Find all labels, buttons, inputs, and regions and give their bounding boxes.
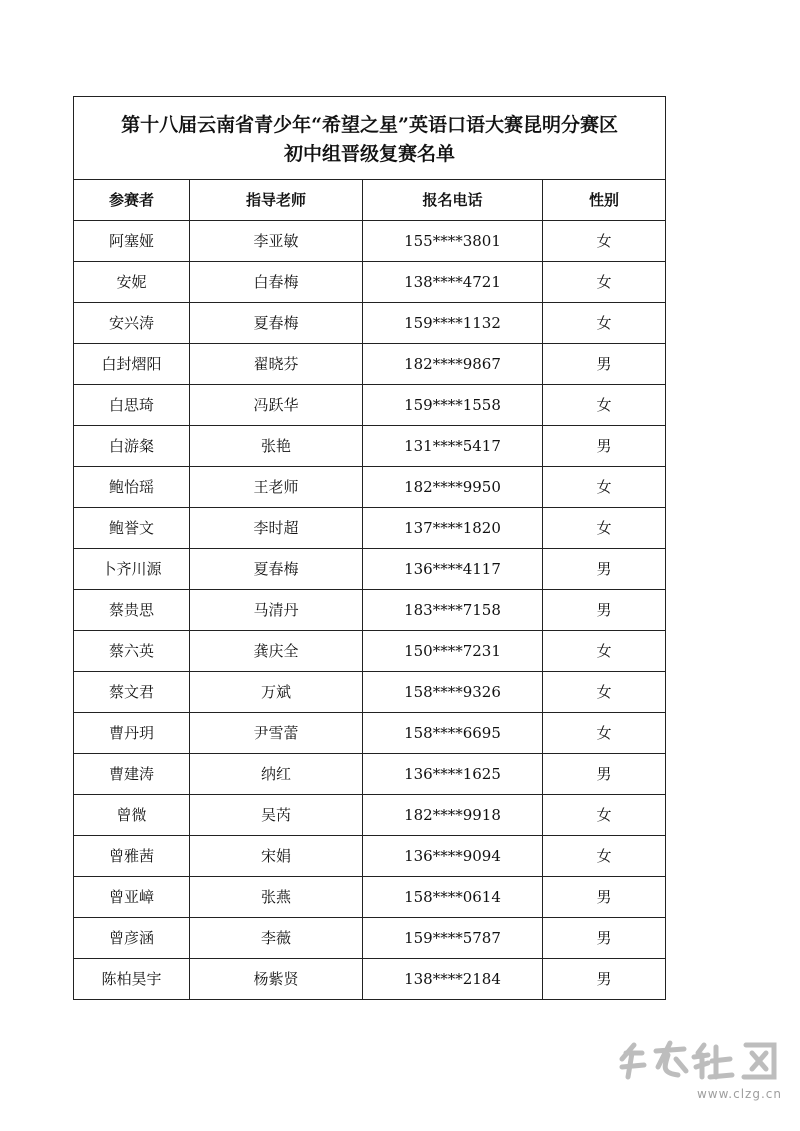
cell-phone: 131****5417 — [363, 426, 543, 467]
cell-phone: 138****2184 — [363, 959, 543, 1000]
cell-contestant: 鲍怡瑶 — [74, 467, 190, 508]
cell-contestant: 曾亚嶂 — [74, 877, 190, 918]
cell-phone: 150****7231 — [363, 631, 543, 672]
cell-instructor: 冯跃华 — [190, 385, 363, 426]
cell-gender: 男 — [543, 590, 666, 631]
header-instructor: 指导老师 — [190, 180, 363, 221]
cell-gender: 女 — [543, 221, 666, 262]
cell-gender: 女 — [543, 713, 666, 754]
table-row — [74, 877, 666, 918]
watermark-url: www.clzg.cn — [696, 1087, 782, 1101]
cell-contestant: 卜齐川源 — [74, 549, 190, 590]
cell-phone: 158****6695 — [363, 713, 543, 754]
cell-instructor: 龚庆全 — [190, 631, 363, 672]
cell-instructor: 张燕 — [190, 877, 363, 918]
cell-phone: 158****9326 — [363, 672, 543, 713]
cell-instructor: 张艳 — [190, 426, 363, 467]
cell-phone: 159****1132 — [363, 303, 543, 344]
cell-phone: 182****9950 — [363, 467, 543, 508]
cell-phone: 183****7158 — [363, 590, 543, 631]
cell-phone: 159****5787 — [363, 918, 543, 959]
cell-contestant: 白封熠阳 — [74, 344, 190, 385]
cell-instructor: 王老师 — [190, 467, 363, 508]
cell-instructor: 马清丹 — [190, 590, 363, 631]
table-row — [74, 221, 666, 262]
cell-contestant: 安妮 — [74, 262, 190, 303]
cell-contestant: 蔡文君 — [74, 672, 190, 713]
cell-gender: 女 — [543, 672, 666, 713]
cell-contestant: 蔡贵思 — [74, 590, 190, 631]
cell-instructor: 夏春梅 — [190, 303, 363, 344]
cell-instructor: 翟晓芬 — [190, 344, 363, 385]
cell-phone: 136****4117 — [363, 549, 543, 590]
cell-contestant: 白思琦 — [74, 385, 190, 426]
cell-phone: 136****1625 — [363, 754, 543, 795]
cell-gender: 女 — [543, 262, 666, 303]
cell-contestant: 曾微 — [74, 795, 190, 836]
cell-contestant: 阿塞娅 — [74, 221, 190, 262]
table-row — [74, 959, 666, 1000]
table-row — [74, 549, 666, 590]
header-phone: 报名电话 — [363, 180, 543, 221]
table-row — [74, 590, 666, 631]
cell-gender: 女 — [543, 836, 666, 877]
cell-gender: 男 — [543, 877, 666, 918]
cell-instructor: 万斌 — [190, 672, 363, 713]
cell-instructor: 李亚敏 — [190, 221, 363, 262]
cell-gender: 女 — [543, 508, 666, 549]
cell-gender: 女 — [543, 631, 666, 672]
cell-phone: 158****0614 — [363, 877, 543, 918]
cell-instructor: 吴芮 — [190, 795, 363, 836]
cell-instructor: 杨紫贤 — [190, 959, 363, 1000]
table-row — [74, 713, 666, 754]
cell-contestant: 鲍誉文 — [74, 508, 190, 549]
qualifier-table — [73, 96, 666, 1000]
cell-gender: 女 — [543, 385, 666, 426]
cell-contestant: 白游粲 — [74, 426, 190, 467]
cell-contestant: 曹建涛 — [74, 754, 190, 795]
cell-phone: 155****3801 — [363, 221, 543, 262]
header-row — [74, 180, 666, 221]
cell-contestant: 蔡六英 — [74, 631, 190, 672]
cell-phone: 136****9094 — [363, 836, 543, 877]
cell-instructor: 夏春梅 — [190, 549, 363, 590]
watermark-logo — [612, 1037, 782, 1085]
cell-gender: 男 — [543, 754, 666, 795]
table-row — [74, 795, 666, 836]
cell-phone: 159****1558 — [363, 385, 543, 426]
cell-gender: 女 — [543, 303, 666, 344]
header-gender: 性别 — [543, 180, 666, 221]
table-row — [74, 754, 666, 795]
document-title — [74, 97, 666, 180]
table-row — [74, 467, 666, 508]
table-row — [74, 262, 666, 303]
cell-instructor: 李薇 — [190, 918, 363, 959]
watermark — [612, 1037, 782, 1101]
table-row — [74, 303, 666, 344]
cell-phone: 182****9918 — [363, 795, 543, 836]
cell-gender: 男 — [543, 959, 666, 1000]
cell-gender: 男 — [543, 344, 666, 385]
table-row — [74, 344, 666, 385]
cell-instructor: 尹雪蕾 — [190, 713, 363, 754]
table-row — [74, 631, 666, 672]
cell-phone: 182****9867 — [363, 344, 543, 385]
cell-phone: 138****4721 — [363, 262, 543, 303]
cell-contestant: 曾雅茜 — [74, 836, 190, 877]
title-line-2: 初中组晋级复赛名单 — [284, 143, 456, 165]
cell-contestant: 安兴涛 — [74, 303, 190, 344]
cell-phone: 137****1820 — [363, 508, 543, 549]
cell-contestant: 陈柏昊宇 — [74, 959, 190, 1000]
cell-gender: 男 — [543, 549, 666, 590]
cell-gender: 男 — [543, 426, 666, 467]
table-row — [74, 672, 666, 713]
table-row — [74, 385, 666, 426]
table-row — [74, 836, 666, 877]
cell-instructor: 纳红 — [190, 754, 363, 795]
cell-instructor: 宋娟 — [190, 836, 363, 877]
cell-gender: 男 — [543, 918, 666, 959]
header-contestant: 参赛者 — [74, 180, 190, 221]
table-row — [74, 918, 666, 959]
cell-gender: 女 — [543, 795, 666, 836]
cell-instructor: 李时超 — [190, 508, 363, 549]
table-row — [74, 426, 666, 467]
cell-contestant: 曾彦涵 — [74, 918, 190, 959]
title-line-1: 第十八届云南省青少年“希望之星”英语口语大赛昆明分赛区 — [121, 114, 618, 136]
cell-instructor: 白春梅 — [190, 262, 363, 303]
title-row — [74, 97, 666, 180]
cell-contestant: 曹丹玥 — [74, 713, 190, 754]
table-row — [74, 508, 666, 549]
cell-gender: 女 — [543, 467, 666, 508]
